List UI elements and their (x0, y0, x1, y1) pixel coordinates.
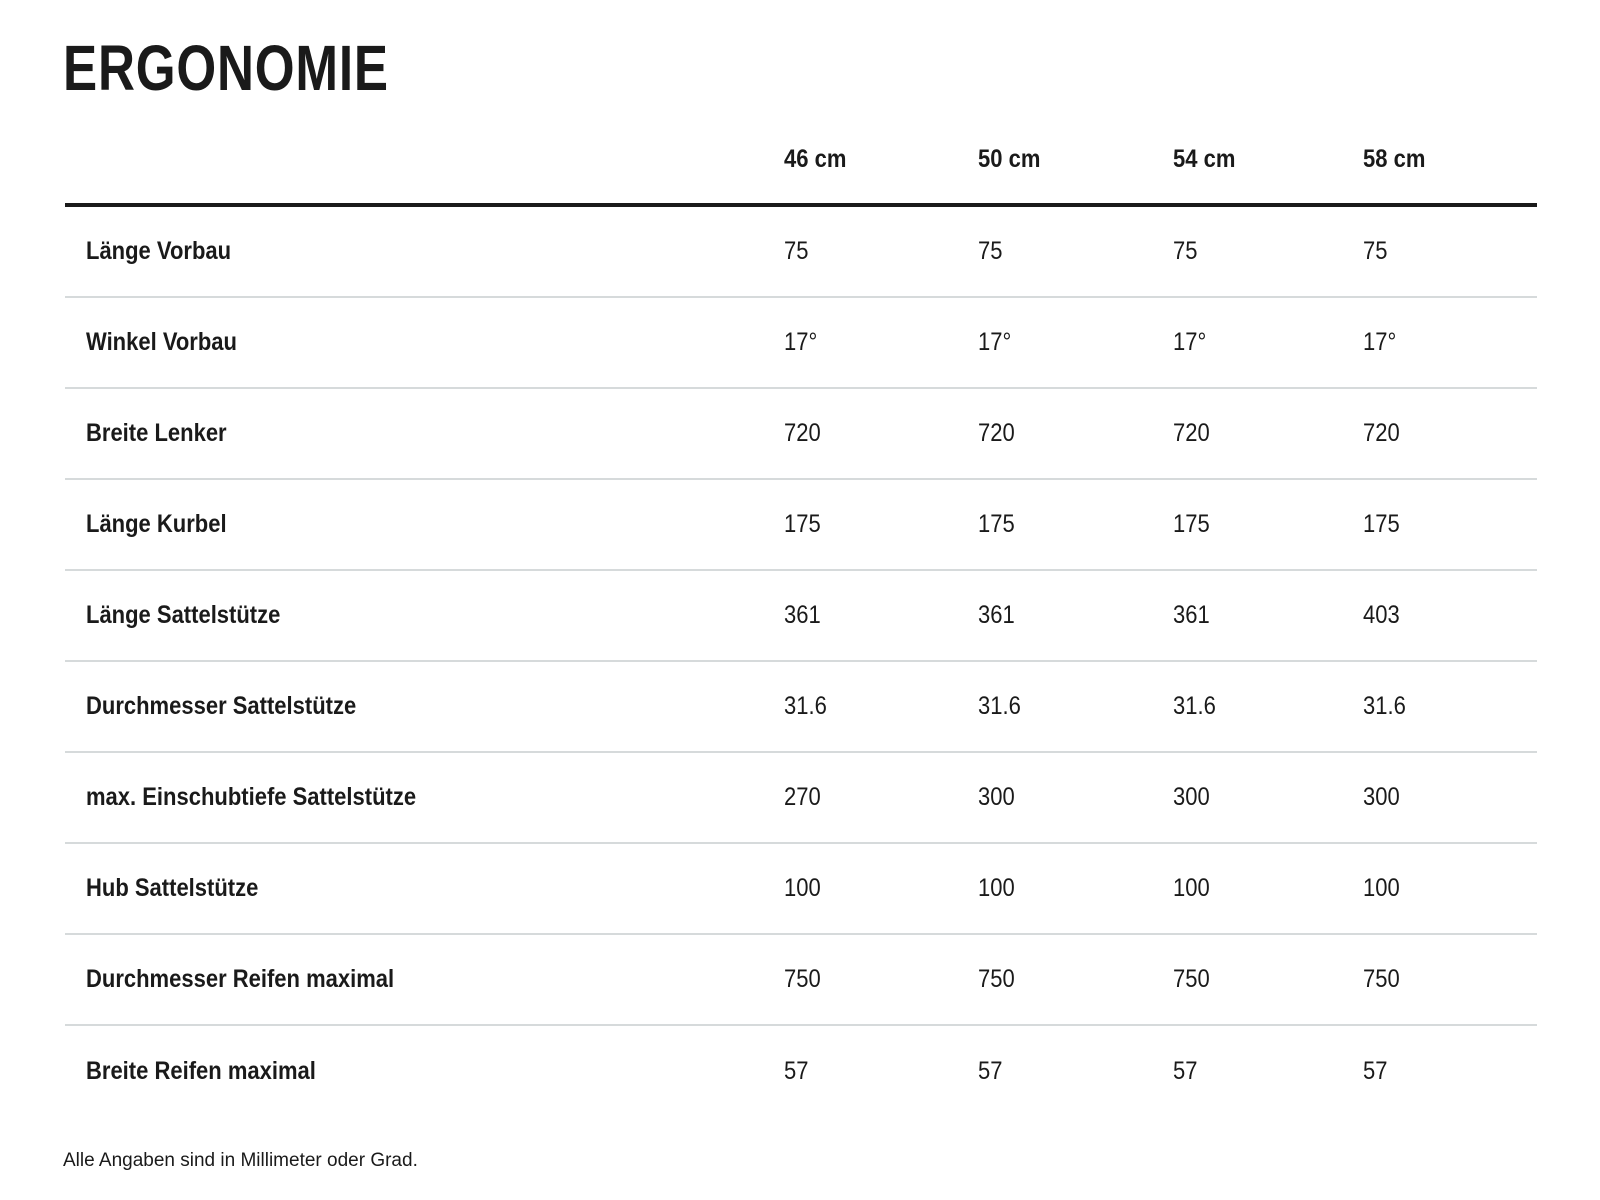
page-title-text: ERGONOMIE (63, 31, 389, 104)
cell-value: 750 (1173, 965, 1210, 993)
cell-value: 100 (978, 874, 1015, 902)
cell-value: 17° (1363, 328, 1397, 356)
row-label: Länge Kurbel (86, 510, 227, 538)
cell-value: 175 (978, 510, 1015, 538)
cell-value: 175 (784, 510, 821, 538)
column-header-46cm: 46 cm (784, 145, 847, 173)
cell-value: 300 (978, 783, 1015, 811)
row-label: Länge Vorbau (86, 237, 232, 265)
units-footnote: Alle Angaben sind in Millimeter oder Grad. (63, 1150, 418, 1171)
table-row (65, 571, 1537, 662)
cell-value: 750 (784, 965, 821, 993)
cell-value: 403 (1363, 601, 1400, 629)
cell-value: 57 (1173, 1057, 1198, 1085)
row-label: max. Einschubtiefe Sattelstütze (86, 783, 417, 811)
table-header-row (65, 116, 1537, 207)
table-row (65, 480, 1537, 571)
cell-value: 750 (978, 965, 1015, 993)
table-row (65, 662, 1537, 753)
row-label: Breite Reifen maximal (86, 1057, 316, 1085)
cell-value: 100 (1173, 874, 1210, 902)
row-label: Breite Lenker (86, 419, 227, 447)
column-header-50cm: 50 cm (978, 145, 1041, 173)
table-row (65, 1026, 1537, 1117)
row-label: Durchmesser Reifen maximal (86, 965, 395, 993)
cell-value: 270 (784, 783, 821, 811)
cell-value: 57 (784, 1057, 809, 1085)
cell-value: 175 (1173, 510, 1210, 538)
cell-value: 31.6 (784, 692, 827, 720)
table-row (65, 935, 1537, 1026)
row-label: Hub Sattelstütze (86, 874, 259, 902)
cell-value: 720 (978, 419, 1015, 447)
cell-value: 100 (1363, 874, 1400, 902)
cell-value: 57 (978, 1057, 1003, 1085)
cell-value: 57 (1363, 1057, 1388, 1085)
cell-value: 750 (1363, 965, 1400, 993)
column-header-54cm: 54 cm (1173, 145, 1236, 173)
cell-value: 31.6 (1173, 692, 1216, 720)
row-label: Durchmesser Sattelstütze (86, 692, 357, 720)
table-row (65, 389, 1537, 480)
column-header-58cm: 58 cm (1363, 145, 1426, 173)
cell-value: 720 (1363, 419, 1400, 447)
cell-value: 31.6 (978, 692, 1021, 720)
cell-value: 17° (978, 328, 1012, 356)
cell-value: 361 (784, 601, 821, 629)
ergonomics-table (65, 116, 1537, 1117)
cell-value: 75 (1173, 237, 1198, 265)
cell-value: 300 (1363, 783, 1400, 811)
cell-value: 720 (1173, 419, 1210, 447)
row-label: Länge Sattelstütze (86, 601, 281, 629)
table-row (65, 844, 1537, 935)
cell-value: 75 (784, 237, 809, 265)
cell-value: 17° (784, 328, 818, 356)
cell-value: 361 (1173, 601, 1210, 629)
table-row (65, 753, 1537, 844)
cell-value: 100 (784, 874, 821, 902)
cell-value: 361 (978, 601, 1015, 629)
cell-value: 17° (1173, 328, 1207, 356)
row-label: Winkel Vorbau (86, 328, 237, 356)
table-row (65, 298, 1537, 389)
cell-value: 31.6 (1363, 692, 1406, 720)
cell-value: 75 (1363, 237, 1388, 265)
table-row (65, 207, 1537, 298)
cell-value: 720 (784, 419, 821, 447)
cell-value: 75 (978, 237, 1003, 265)
page-title (63, 33, 470, 103)
cell-value: 300 (1173, 783, 1210, 811)
cell-value: 175 (1363, 510, 1400, 538)
